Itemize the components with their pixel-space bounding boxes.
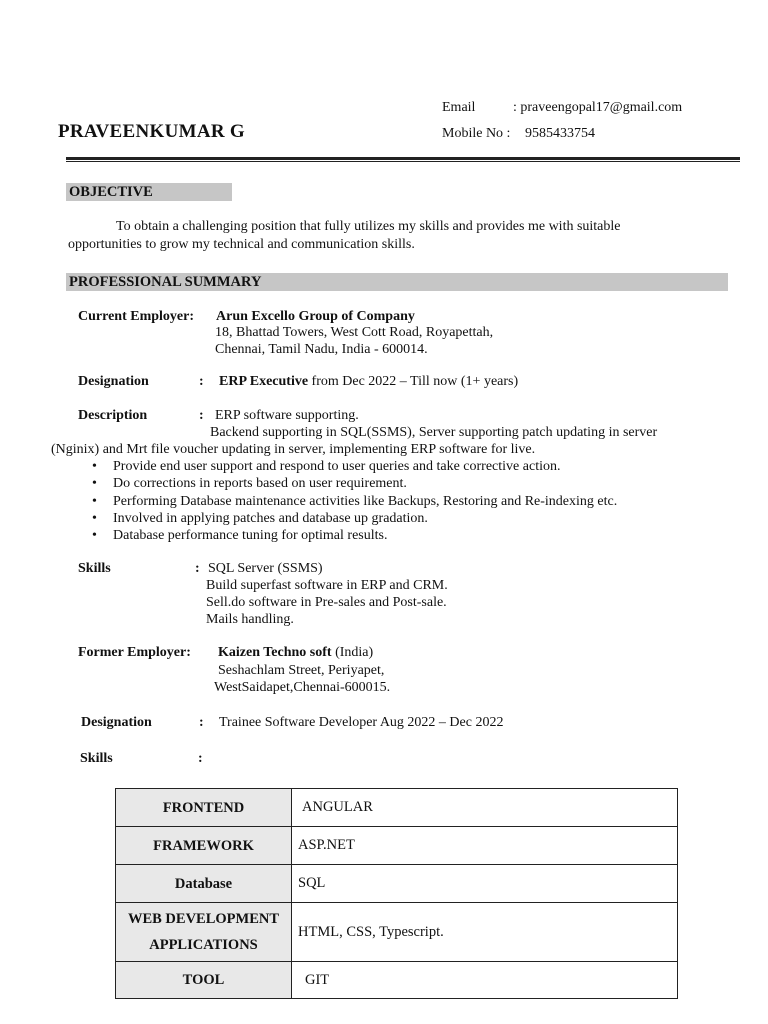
description-line1: ERP software supporting. [215,408,359,423]
current-employer-label: Current Employer: [78,309,194,324]
designation-value [219,374,518,390]
former-designation-label: Designation [81,715,152,730]
list-item: • Database performance tuning for optimal results. [92,527,617,544]
current-employer-address-line2: Chennai, Tamil Nadu, India - 600014. [215,342,428,357]
designation-period: from Dec 2022 – Till now (1+ years) [311,374,519,389]
mobile-label: Mobile No : [442,126,511,141]
header-rule-thin [66,161,740,162]
table-value-cell: GIT [292,962,678,999]
list-item: • Involved in applying patches and database up gradation. [92,510,617,527]
table-value-cell: ANGULAR [292,789,678,827]
skills-line2: Build superfast software in ERP and CRM. [206,578,448,593]
table-row [116,789,678,827]
table-value-cell: SQL [292,865,678,903]
table-key-cell: TOOL [116,962,292,999]
description-label: Description [78,408,148,423]
former-designation-value: Trainee Software Developer Aug 2022 – Dec 2022 [219,715,504,730]
skills-line3: Sell.do software in Pre-sales and Post-sale. [206,595,447,610]
table-key-cell: FRONTEND [116,789,292,827]
table-key-line2: APPLICATIONS [149,937,258,953]
designation-colon: : [199,374,204,389]
description-colon: : [199,408,204,423]
list-item: • Performing Database maintenance activities like Backups, Restoring and Re-indexing etc. [92,493,617,510]
objective-line2: opportunities to grow my technical and communication skills. [68,237,415,252]
description-line3: (Nginix) and Mrt file voucher updating in server, implementing ERP software for live. [51,442,536,457]
objective-heading: OBJECTIVE [66,183,232,201]
skills-line1: SQL Server (SSMS) [208,561,323,576]
table-row [116,865,678,903]
current-employer-address-line1: 18, Bhattad Towers, West Cott Road, Royapettah, [215,325,494,340]
table-row [116,962,678,999]
responsibilities-list [92,458,617,544]
list-item: • Provide end user support and respond to user queries and take corrective action. [92,458,617,475]
former-skills-label: Skills [80,751,113,766]
former-employer-address-line2: WestSaidapet,Chennai-600015. [214,680,391,695]
former-employer-label: Former Employer: [78,645,191,660]
table-value-cell: HTML, CSS, Typescript. [292,903,678,962]
table-row [116,827,678,865]
email-label: Email [442,100,476,115]
objective-line1: To obtain a challenging position that fully utilizes my skills and provides me with suitable [116,219,621,234]
table-row [116,903,678,962]
designation-title: ERP Executive [219,374,309,389]
former-employer-name: Kaizen Techno soft [218,645,332,660]
table-key-cell [116,903,292,962]
skills-colon: : [195,561,200,576]
table-value-cell: ASP.NET [292,827,678,865]
former-designation-colon: : [199,715,204,730]
mobile-value: 9585433754 [525,126,595,141]
professional-summary-heading: PROFESSIONAL SUMMARY [66,273,728,291]
email-value: : praveengopal17@gmail.com [513,100,683,115]
former-employer-value [218,645,373,661]
skills-label: Skills [78,561,111,576]
table-key-cell: FRAMEWORK [116,827,292,865]
current-employer-name: Arun Excello Group of Company [216,309,415,324]
designation-label: Designation [78,374,149,389]
former-employer-address-line1: Seshachlam Street, Periyapet, [218,663,385,678]
table-key-line1: WEB DEVELOPMENT [127,911,280,927]
former-employer-country: (India) [335,645,374,660]
table-key-cell: Database [116,865,292,903]
candidate-name: PRAVEENKUMAR G [58,121,245,142]
former-skills-colon: : [198,751,203,766]
header-rule-thick [66,157,740,160]
skills-table [115,788,678,999]
list-item: • Do corrections in reports based on user requirement. [92,475,617,492]
skills-line4: Mails handling. [206,612,294,627]
description-line2: Backend supporting in SQL(SSMS), Server supporting patch updating in server [210,425,658,440]
